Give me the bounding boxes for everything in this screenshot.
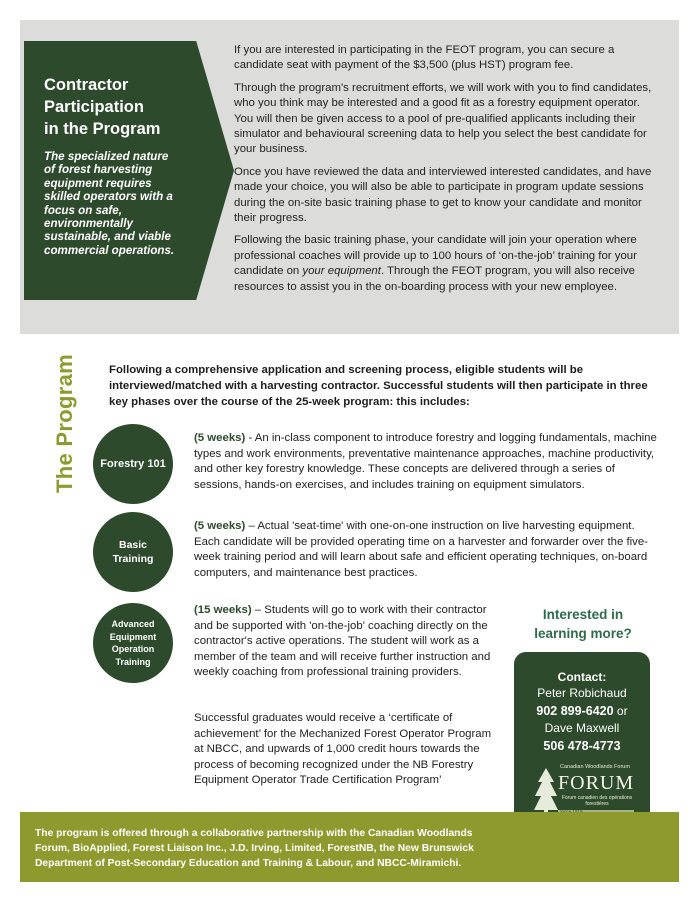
program-intro: Following a comprehensive application and screening process, eligible students will be interviewed/matched with a harvesting contractor. Successful students will then participate in three key phases over the course of the 25-week program: this includes: xyxy=(109,364,648,408)
phase-duration: (5 weeks) xyxy=(194,520,246,532)
contractor-title-line1: Contractor xyxy=(44,76,129,94)
paragraph-4-start: Following the basic training phase, your candidate will join your operation where professional coaches will provide up to 100 hours of ‘on-the-job’ training for your candidate on xyxy=(234,234,637,278)
contact-1-name: Peter Robichaud xyxy=(537,686,627,700)
contractor-title-line3: in the Program xyxy=(44,120,161,138)
contractor-paragraph-2: Through the program's recruitment efforts, we will work with you to find candidates, who you think may be interested and a good fit as a forestry equipment operator. You will then be given access to a pool of pre-qualified applicants including their simulator and behavioural screening data to help you select the best candidate for your business. xyxy=(234,81,652,156)
phase-circle-forestry-101 xyxy=(93,424,173,504)
or-text: or xyxy=(613,704,628,718)
phase-duration: (15 weeks) xyxy=(194,604,252,616)
phase-description-advanced-training xyxy=(194,603,492,681)
contact-2-phone[interactable]: 506 478-4773 xyxy=(543,739,621,753)
contractor-paragraph-3: Once you have reviewed the data and interviewed interested candidates, and have made your choice, you will also be able to participate in program update sessions during the on-site basic training phase to get to know your candidate and monitor their progress. xyxy=(234,165,652,225)
phase-duration: (5 weeks) xyxy=(194,432,246,444)
phase-details: – Actual 'seat-time' with one-on-one instruction on live harvesting equipment. Each candidate will be provided operating time on a harvester and forwarder over the five-week training period and will learn about safe and efficient operating techniques, on-board computers, and maintenance best practices. xyxy=(194,520,648,579)
contact-heading: Contact: xyxy=(557,670,607,684)
contractor-title-line2: Participation xyxy=(44,98,144,116)
logo-word: FORUM xyxy=(558,772,635,794)
phase-name: Advanced Equipment Operation Training xyxy=(109,619,157,667)
phase-name: Forestry 101 xyxy=(100,458,166,470)
contractor-paragraph-4 xyxy=(234,233,660,295)
phase-details: – Students will go to work with their contractor and be supported with 'on-the-job' coaching directly on the contractor's active operations. The student will work as a member of the team and will receive further instruction and weekly coaching from professional training providers. xyxy=(194,604,491,679)
phase-description-forestry-101 xyxy=(194,431,664,493)
paragraph-4-emphasis: your equipment xyxy=(302,265,381,278)
program-section-label xyxy=(52,353,78,493)
contractor-title xyxy=(44,74,184,140)
program-label-text: The Program xyxy=(52,353,77,493)
phase-name: Basic Training xyxy=(112,539,154,565)
logo-line1: Canadian Woodlands Forum xyxy=(560,764,630,770)
interested-heading: Interested in learning more? xyxy=(534,607,632,641)
phase-circle-advanced-training xyxy=(93,603,173,683)
phase-details: - An in-class component to introduce forestry and logging fundamentals, machine types and work environments, preventative maintenance approaches, machine productivity, and other key forestry knowledge. These concepts are delivered through a series of sessions, hands-on exercises, and includes training on equipment simulators. xyxy=(194,432,657,491)
tree-icon xyxy=(534,768,558,818)
contractor-text xyxy=(234,43,660,302)
phase-description-basic-training xyxy=(194,519,654,581)
contact-card xyxy=(514,652,650,830)
graduates-text: Successful graduates would receive a ‘certificate of achievement’ for the Mechanized Forest Operator Program at NBCC, and upwards of 1,000 credit hours towards the process of becoming recognized under the NB Forestry Equipment Operator Trade Certification Program’ xyxy=(194,712,492,787)
paragraph-4-end: . Through the FEOT program, you will also receive resources to assist you in the on-boarding process with your new employee. xyxy=(234,265,636,293)
contact-2-name: Dave Maxwell xyxy=(544,721,620,735)
contractor-paragraph-1: If you are interested in participating in the FEOT program, you can secure a candidate seat with payment of the $3,500 (plus HST) program fee. xyxy=(234,44,615,72)
contact-1-phone[interactable]: 902 899-6420 xyxy=(536,704,614,718)
footer-text: The program is offered through a collaborative partnership with the Canadian Woodlands Forum, BioApplied, Forest Liaison Inc., J.D. Irving, Limited, ForestNB, the New Brunswick Department of Post-Secondary Education and Training & Labour, and NBCC-Miramichi. xyxy=(35,828,474,870)
phase-circle-basic-training xyxy=(93,512,173,592)
contractor-subtitle: The specialized nature of forest harvesting equipment requires skilled operators with a focus on safe, environmentally sustainable, and viable commercial operations. xyxy=(44,150,175,257)
logo-line2: Forum canadien des opérations forestières xyxy=(561,795,633,807)
